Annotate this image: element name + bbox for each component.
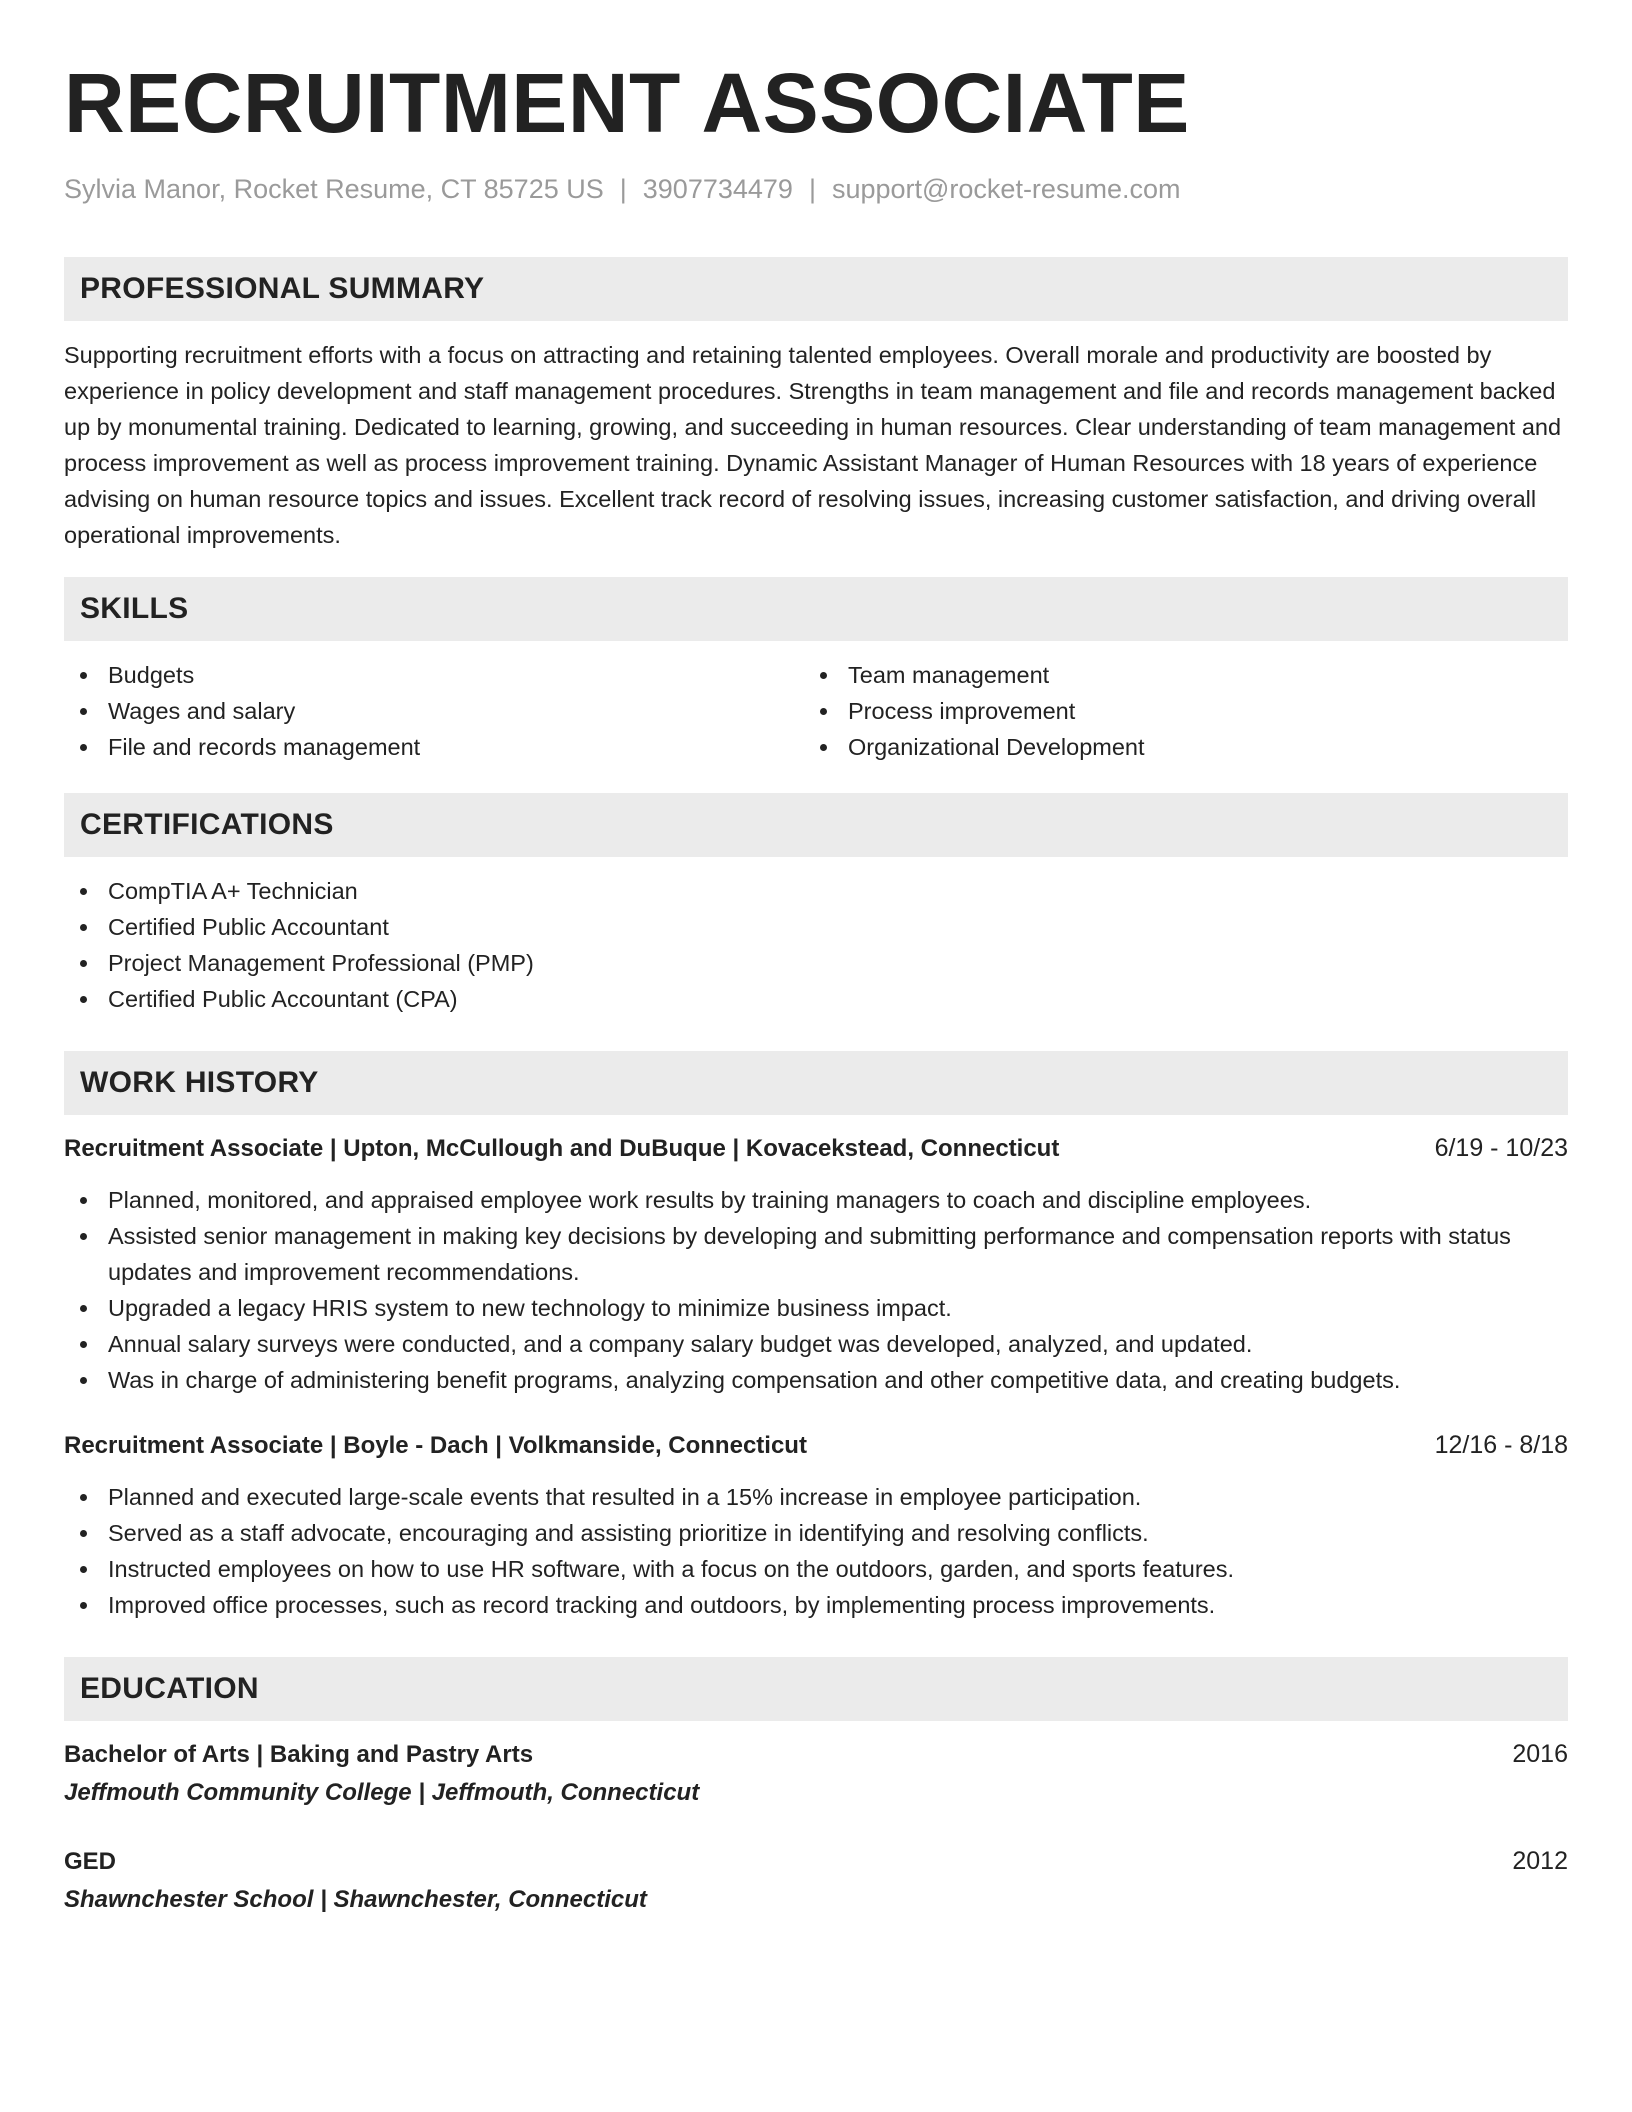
job-dates: 12/16 - 8/18 xyxy=(1434,1431,1568,1460)
contact-line xyxy=(64,173,1568,205)
job-bullet: Annual salary surveys were conducted, and a company salary budget was developed, analyzed, and updated. xyxy=(64,1326,1568,1362)
skill-item: Process improvement xyxy=(804,693,1544,729)
job-bullet: Improved office processes, such as record tracking and outdoors, by implementing process improvements. xyxy=(64,1587,1568,1623)
education-section-header xyxy=(64,1657,1568,1721)
resume-title: RECRUITMENT ASSOCIATE xyxy=(64,56,1190,150)
job-header xyxy=(64,1131,1568,1166)
education-school: Shawnchester School | Shawnchester, Connecticut xyxy=(64,1886,647,1914)
contact-separator: | xyxy=(619,174,627,204)
job-bullets xyxy=(64,1479,1568,1623)
education-degree: GED xyxy=(64,1848,117,1876)
job-bullets xyxy=(64,1182,1568,1398)
skill-item: Budgets xyxy=(64,657,804,693)
skill-item: File and records management xyxy=(64,729,804,765)
job-header xyxy=(64,1428,1568,1463)
work-heading: WORK HISTORY xyxy=(80,1066,319,1100)
skill-item: Organizational Development xyxy=(804,729,1544,765)
skills-heading: SKILLS xyxy=(80,592,189,626)
education-header xyxy=(64,1844,1568,1879)
education-entry xyxy=(64,1844,1568,1917)
certification-item: Certified Public Accountant xyxy=(64,909,1568,945)
contact-address: Sylvia Manor, Rocket Resume, CT 85725 US xyxy=(64,174,604,204)
certifications-list xyxy=(64,873,1568,1017)
job-entry xyxy=(64,1428,1568,1623)
job-bullet: Was in charge of administering benefit programs, analyzing compensation and other competitive data, and creating budgets. xyxy=(64,1362,1568,1398)
skills-list xyxy=(64,657,1568,765)
skill-item: Wages and salary xyxy=(64,693,804,729)
skills-section-header xyxy=(64,577,1568,641)
certification-item: CompTIA A+ Technician xyxy=(64,873,1568,909)
education-header xyxy=(64,1737,1568,1772)
certifications-heading: CERTIFICATIONS xyxy=(80,808,334,842)
job-title: Recruitment Associate | Boyle - Dach | Volkmanside, Connecticut xyxy=(64,1432,807,1460)
education-entry xyxy=(64,1737,1568,1810)
education-year: 2012 xyxy=(1512,1847,1568,1876)
certifications-section-header xyxy=(64,793,1568,857)
job-bullet: Assisted senior management in making key decisions by developing and submitting performance and compensation reports with status updates and improvement recommendations. xyxy=(64,1218,1568,1290)
job-title: Recruitment Associate | Upton, McCullough and DuBuque | Kovacekstead, Connecticut xyxy=(64,1135,1060,1163)
skills-column-left xyxy=(64,657,804,765)
education-school: Jeffmouth Community College | Jeffmouth, Connecticut xyxy=(64,1779,700,1807)
education-heading: EDUCATION xyxy=(80,1672,259,1706)
certification-item: Certified Public Accountant (CPA) xyxy=(64,981,1568,1017)
job-bullet: Upgraded a legacy HRIS system to new technology to minimize business impact. xyxy=(64,1290,1568,1326)
job-bullet: Instructed employees on how to use HR software, with a focus on the outdoors, garden, and sports features. xyxy=(64,1551,1568,1587)
job-dates: 6/19 - 10/23 xyxy=(1434,1134,1568,1163)
skill-item: Team management xyxy=(804,657,1544,693)
work-section-header xyxy=(64,1051,1568,1115)
job-bullet: Planned and executed large-scale events that resulted in a 15% increase in employee participation. xyxy=(64,1479,1568,1515)
contact-phone: 3907734479 xyxy=(642,174,793,204)
education-degree: Bachelor of Arts | Baking and Pastry Arts xyxy=(64,1741,534,1769)
contact-email: support@rocket-resume.com xyxy=(831,174,1181,204)
contact-separator: | xyxy=(808,174,816,204)
summary-text: Supporting recruitment efforts with a focus on attracting and retaining talented employees. Overall morale and productivity are boosted by experience in policy development and staff management procedures. Strengths in team management and file and records management backed up by monumental training. Dedicated to learning, growing, and succeeding in human resources. Clear understanding of team management and process improvement as well as process improvement training. Dynamic Assistant Manager of Human Resources with 18 years of experience advising on human resource topics and issues. Excellent track record of resolving issues, increasing customer satisfaction, and driving overall operational improvements. xyxy=(64,342,1562,549)
summary-section-header xyxy=(64,257,1568,321)
job-bullet: Planned, monitored, and appraised employee work results by training managers to coach and discipline employees. xyxy=(64,1182,1568,1218)
job-entry xyxy=(64,1131,1568,1398)
education-year: 2016 xyxy=(1512,1740,1568,1769)
skills-column-right xyxy=(804,657,1544,765)
summary-heading: PROFESSIONAL SUMMARY xyxy=(80,272,485,306)
job-bullet: Served as a staff advocate, encouraging and assisting prioritize in identifying and resolving conflicts. xyxy=(64,1515,1568,1551)
certification-item: Project Management Professional (PMP) xyxy=(64,945,1568,981)
